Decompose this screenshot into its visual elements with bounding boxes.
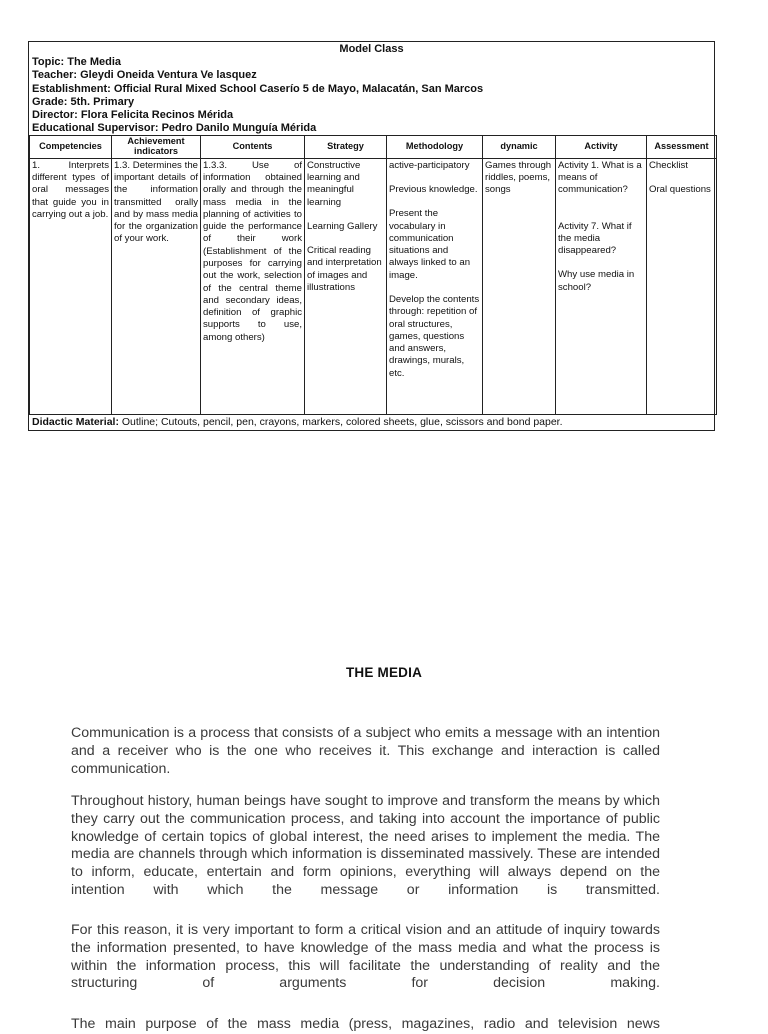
col-dynamic: dynamic xyxy=(483,136,556,158)
plan-teacher: Teacher: Gleydi Oneida Ventura Ve lasquez xyxy=(32,69,257,82)
col-activity: Activity xyxy=(556,136,647,158)
strategy-item: Learning Gallery xyxy=(307,220,378,232)
col-competencies: Competencies xyxy=(30,136,112,158)
plan-title: Model Class xyxy=(339,43,404,55)
col-methodology: Methodology xyxy=(387,136,483,158)
plan-body-row xyxy=(30,158,717,414)
lesson-plan-table xyxy=(28,41,715,431)
article-paragraph-3: For this reason, it is very important to form a critical vision and an attitude of inquiry towards the information presented, to have knowledge of the mass media and what the process is within the information process, this will facilitate the understanding of reality and the structuring of arguments for decision making. xyxy=(71,922,660,992)
activity-item: Activity 7. What if the media disappeared? xyxy=(558,220,632,257)
cell-methodology xyxy=(387,158,483,414)
article-paragraph-2: Throughout history, human beings have sought to improve and transform the means by which they carry out the communication process, and taking into account the importance of public knowledge of certain topics of global interest, the need arises to implement the media. The media are channels through which information is disseminated massively. These are intended to inform, educate, entertain and form opinions, everything will always depend on the intention with which the message or information is transmitted. xyxy=(71,793,660,898)
plan-topic: Topic: The Media xyxy=(32,56,122,69)
cell-dynamic: Games through riddles, poems, songs xyxy=(483,158,556,414)
strategy-item: Critical reading and interpretation of images and illustrations xyxy=(307,245,382,293)
didactic-material-label: Didactic Material: xyxy=(32,415,119,428)
article-title: THE MEDIA xyxy=(345,665,423,680)
plan-director: Director: Flora Felicita Recinos Mérida xyxy=(32,109,234,122)
methodology-item: Previous knowledge. xyxy=(389,183,478,195)
plan-supervisor: Educational Supervisor: Pedro Danilo Munguía Mérida xyxy=(32,122,317,135)
strategy-item: Constructive learning and meaningful learning xyxy=(307,159,361,208)
plan-grade: Grade: 5th. Primary xyxy=(32,95,135,108)
col-strategy: Strategy xyxy=(305,136,387,158)
article-paragraph-4: The main purpose of the mass media (press, magazines, radio and television news xyxy=(71,1016,660,1032)
assessment-item: Checklist xyxy=(649,159,688,171)
methodology-item: Develop the contents through: repetition of oral structures, games, questions and answers, drawings, murals, etc. xyxy=(389,293,480,379)
activity-item: Why use media in school? xyxy=(558,269,635,293)
cell-strategy xyxy=(305,158,387,414)
cell-contents: 1.3.3. Use of information obtained orally and through the mass media in the planning of activities to guide the performance of their work (Establishment of the purposes for carrying out the work, selection of the central theme and secondary ideas, definition of graphic supports to use, among others) xyxy=(201,158,305,414)
didactic-material-text: Outline; Cutouts, pencil, pen, crayons, markers, colored sheets, glue, scissors and bond paper. xyxy=(118,415,563,428)
col-indicators: Achievement indicators xyxy=(112,136,201,158)
cell-competencies: 1. Interprets different types of oral messages that guide you in carrying out a job. xyxy=(30,158,112,414)
plan-grid xyxy=(29,135,717,414)
activity-item: Activity 1. What is a means of communication? xyxy=(558,159,642,196)
assessment-item: Oral questions xyxy=(649,183,711,195)
col-assessment: Assessment xyxy=(647,136,717,158)
plan-establishment: Establishment: Official Rural Mixed School Caserío 5 de Mayo, Malacatán, San Marcos xyxy=(32,82,484,95)
cell-indicators: 1.3. Determines the important details of the information transmitted orally and by mass media for the organization of your work. xyxy=(112,158,201,414)
article-paragraph-1: Communication is a process that consists of a subject who emits a message with an intention and a receiver who is the one who receives it. This exchange and interaction is called communication. xyxy=(71,725,660,777)
lesson-plan-header xyxy=(29,42,714,135)
cell-activity xyxy=(556,158,647,414)
col-contents: Contents xyxy=(201,136,305,158)
methodology-item: Present the vocabulary in communication situations and always linked to an image. xyxy=(389,208,471,281)
plan-header-row xyxy=(30,136,717,158)
didactic-material xyxy=(29,415,714,430)
cell-assessment xyxy=(647,158,717,414)
methodology-item: active-participatory xyxy=(389,159,470,171)
